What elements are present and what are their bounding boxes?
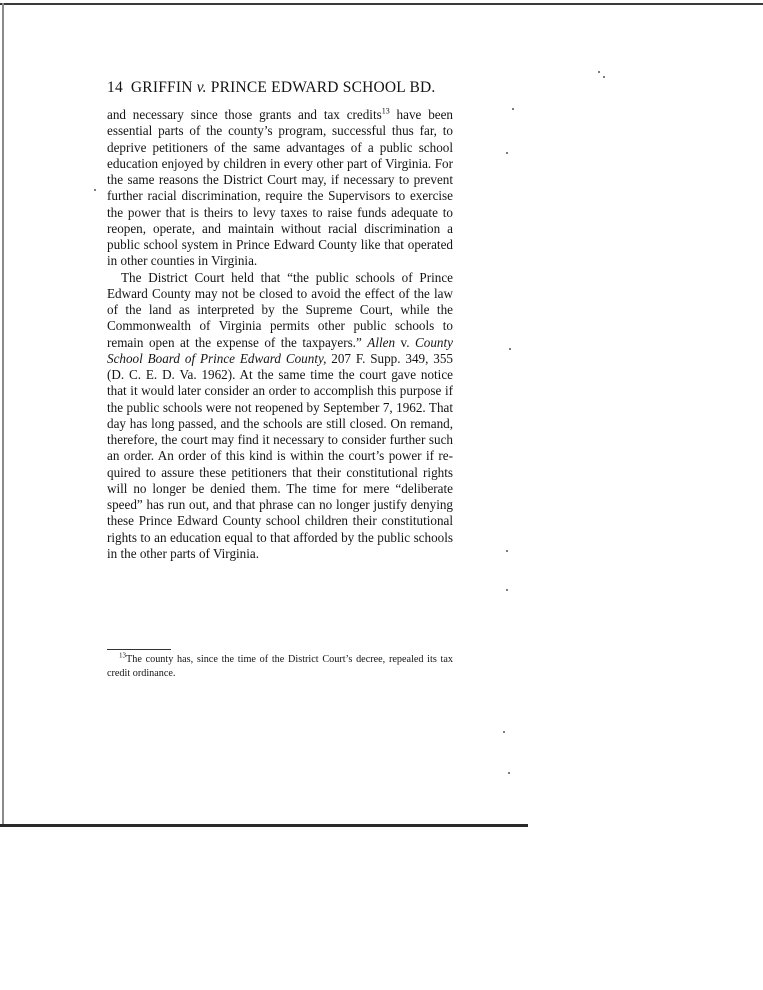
running-header bbox=[107, 78, 453, 98]
scan-speck bbox=[512, 108, 514, 110]
scan-speck bbox=[94, 189, 96, 191]
scan-speck bbox=[506, 589, 508, 591]
paragraph-2-part-2: 207 F. Supp. 349, 355 (D. C. E. D. Va. 1962). At the same time the court gave notice that it would later consider an order to accomplish this purpose if the public schools were not reopened by September 7, 1962. That day has long passed, and the schools are still closed. On remand, therefore, the court may find it necessary to consider further such an order. An order of this kind is within the court’s power if required to assure these petitioners that their constitutional rights will no longer be denied them. The time for mere “deliberate speed” has run out, and that phrase can no longer justify denying these Prince Edward County school children their constitutional rights to an education equal to that afforded by the public schools in the other parts of Virginia. bbox=[107, 350, 453, 561]
party-one: GRIFFIN bbox=[130, 79, 193, 96]
scan-speck bbox=[506, 152, 508, 154]
case-citation-name-2: County School Board of Prince Edward County, bbox=[107, 334, 453, 366]
case-citation-name: Allen bbox=[367, 334, 396, 350]
footnote-reference: 13 bbox=[381, 106, 390, 116]
scan-left-edge bbox=[2, 3, 4, 827]
page-number: 14 bbox=[107, 79, 123, 96]
scan-speck bbox=[508, 772, 510, 774]
scan-bottom-edge bbox=[0, 824, 528, 827]
paragraph-1-part-2: have been essential parts of the county’s program, successful thus far, to deprive petitioners of the same advantages of a public school education enjoyed by children in every other part of Virginia. For the same reasons the District Court may, if necessary to prevent further racial discrimination, require the Supervisors to exercise the power that is theirs to levy taxes to raise funds adequate to reopen, operate, and maintain without racial discrimination a public school system in Prince Edward County like that operated in other counties in Virginia. bbox=[107, 107, 453, 269]
scan-speck bbox=[509, 348, 511, 350]
party-two: PRINCE EDWARD SCHOOL BD. bbox=[210, 79, 436, 96]
case-citation-versus: v. bbox=[395, 334, 416, 350]
main-text bbox=[107, 107, 453, 562]
scan-speck bbox=[503, 731, 505, 733]
paragraph-1-part-1: and necessary since those grants and tax credits bbox=[107, 107, 382, 122]
scan-top-edge bbox=[0, 3, 763, 5]
footnote-divider bbox=[107, 649, 171, 650]
paragraph-2 bbox=[107, 270, 453, 563]
paragraph-2-part-1: The District Court held that “the public schools of Prince Edward County may not be closed to avoid the effect of the law of the land as interpreted by the Supreme Court, while the Commonwealth of Virginia permits other public schools to remain open at the expense of the taxpayers.” bbox=[107, 269, 453, 350]
versus-abbrev: v. bbox=[196, 79, 207, 96]
paragraph-1 bbox=[107, 107, 453, 270]
footnote-marker: 13 bbox=[119, 651, 126, 660]
footnote-text: The county has, since the time of the District Court’s decree, repealed its tax credit ordinance. bbox=[107, 654, 453, 679]
scan-speck bbox=[506, 550, 508, 552]
footnote bbox=[107, 653, 453, 680]
scan-speck bbox=[603, 76, 605, 78]
scan-speck bbox=[598, 71, 600, 73]
